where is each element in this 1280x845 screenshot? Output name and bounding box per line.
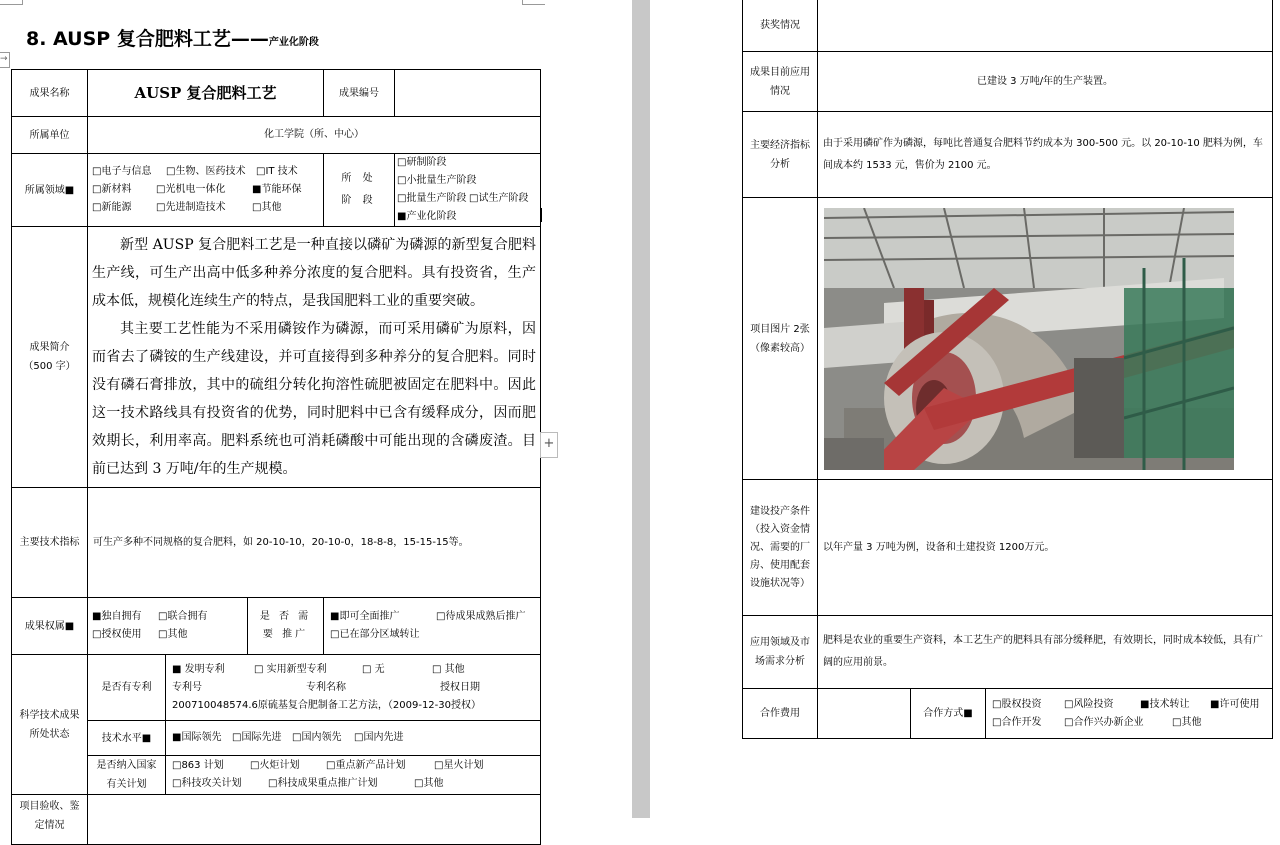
fee-label: 合作费用 (743, 689, 818, 739)
stage-option[interactable]: □批量生产阶段 (397, 193, 467, 204)
field-label: 所属领域■ (12, 154, 88, 227)
economic-value[interactable]: 由于采用磷矿作为磷源，每吨比普通复合肥料节约成本为 300-500 元。以 20-10-10 肥料为例，车间成本约 1533 元，售价为 2100 元。 (818, 112, 1273, 198)
coop-option[interactable]: ■许可使用 (1210, 698, 1260, 710)
corner-mark (522, 0, 545, 5)
patent-option[interactable]: ■ 发明专利 (172, 663, 225, 675)
left-page (0, 0, 632, 831)
margin-arrow-icon[interactable]: → (0, 52, 10, 68)
field-option[interactable]: □其他 (252, 202, 282, 213)
title-stage: 产业化阶段 (268, 37, 319, 48)
text-cursor (540, 208, 542, 222)
plan-option[interactable]: □科技攻关计划 (172, 778, 242, 789)
patent-head: 专利名称 (306, 681, 346, 693)
coop-options (986, 689, 1273, 739)
title-main: 8. AUSP 复合肥料工艺 (26, 28, 231, 50)
patent-value[interactable]: 200710048574.6原硫基复合肥制备工艺方法，（2009-12-30授权） (172, 699, 482, 711)
stage-option[interactable]: □试生产阶段 (469, 193, 529, 204)
acceptance-label: 项目验收、鉴定情况 (12, 795, 88, 845)
market-label: 应用领域及市场需求分析 (743, 616, 818, 689)
patent-option[interactable]: □ 实用新型专利 (254, 663, 327, 675)
market-value[interactable]: 肥料是农业的重要生产资料，本工艺生产的肥料具有部分缓释肥，有效期长，同时成本较低，具有广阔的应用前景。 (818, 616, 1273, 689)
patent-details (166, 655, 541, 721)
acceptance-value[interactable] (88, 795, 541, 845)
level-options (166, 721, 541, 756)
patent-option[interactable]: □ 无 (362, 663, 385, 675)
ownership-label: 成果权属■ (12, 598, 88, 655)
field-option[interactable]: □电子与信息 (92, 166, 152, 177)
photo-cell (818, 198, 1273, 480)
plan-options (166, 756, 541, 795)
economic-label: 主要经济指标分析 (743, 112, 818, 198)
field-option[interactable]: □新材料 (92, 184, 132, 195)
level-option[interactable]: □国内先进 (354, 732, 404, 743)
stage-option[interactable]: □小批量生产阶段 (397, 175, 477, 186)
coop-option[interactable]: □合作兴办新企业 (1064, 716, 1144, 728)
build-value[interactable]: 以年产量 3 万吨为例，设备和土建投资 1200万元。 (818, 480, 1273, 616)
award-value[interactable] (818, 0, 1273, 52)
coop-option[interactable]: □股权投资 (992, 698, 1042, 710)
coop-option[interactable]: □其他 (1172, 716, 1202, 728)
ownership-option[interactable]: □授权使用 (92, 629, 142, 640)
coop-label: 合作方式■ (911, 689, 986, 739)
coop-option[interactable]: ■技术转让 (1140, 698, 1190, 710)
patent-head: 授权日期 (440, 681, 480, 693)
name-value[interactable]: AUSP 复合肥料工艺 (88, 70, 324, 117)
application-label: 成果目前应用情况 (743, 52, 818, 112)
level-label: 技术水平■ (88, 721, 166, 756)
field-option[interactable]: □光机电一体化 (156, 184, 226, 195)
tech-label: 主要技术指标 (12, 488, 88, 598)
coop-option[interactable]: □合作开发 (992, 716, 1042, 728)
intro-label: 成果简介（500 字） (12, 227, 88, 488)
ownership-option[interactable]: ■独自拥有 (92, 611, 142, 622)
coop-option[interactable]: □风险投资 (1064, 698, 1114, 710)
factory-photo[interactable] (824, 208, 1234, 470)
promotion-option[interactable]: □待成果成熟后推广 (436, 611, 526, 622)
page-gap (632, 0, 650, 818)
field-option[interactable]: □生物、医药技术 (166, 166, 246, 177)
title-dash: —— (230, 28, 269, 50)
stage-option[interactable]: ■产业化阶段 (397, 211, 457, 222)
add-row-icon[interactable]: + (540, 432, 558, 458)
plan-label: 是否纳入国家有关计划 (88, 756, 166, 795)
field-option[interactable]: ■节能环保 (252, 184, 302, 195)
unit-value[interactable]: 化工学院（所、中心） (88, 117, 541, 154)
level-option[interactable]: ■国际领先 (172, 732, 222, 743)
corner-mark (0, 0, 23, 5)
field-option[interactable]: □IT 技术 (256, 166, 298, 177)
stage-label: 所 处 阶 段 (324, 154, 395, 227)
field-options (88, 154, 324, 227)
promotion-label: 是 否 需 要 推广 (248, 598, 324, 655)
ownership-option[interactable]: □其他 (158, 629, 188, 640)
promotion-option[interactable]: □已在部分区域转让 (330, 629, 420, 640)
plan-option[interactable]: □科技成果重点推广计划 (268, 778, 378, 789)
patent-label: 是否有专利 (88, 655, 166, 721)
plan-option[interactable]: □863 计划 (172, 760, 224, 771)
page-title (26, 24, 319, 51)
intro-paragraph: 新型 AUSP 复合肥料工艺是一种直接以磷矿为磷源的新型复合肥料生产线，可生产出高中低多种养分浓度的复合肥料。具有投资省，生产成本低，规模化连续生产的特点，是我国肥料工业的重要突破。 (92, 237, 537, 309)
level-option[interactable]: □国际先进 (232, 732, 282, 743)
fee-value[interactable] (818, 689, 911, 739)
promotion-option[interactable]: ■即可全面推广 (330, 611, 400, 622)
stage-option[interactable]: □研制阶段 (397, 157, 447, 168)
patent-head: 专利号 (172, 681, 202, 693)
status-label: 科学技术成果所处状态 (12, 655, 88, 795)
award-label: 获奖情况 (743, 0, 818, 52)
unit-label: 所属单位 (12, 117, 88, 154)
level-option[interactable]: □国内领先 (292, 732, 342, 743)
code-value[interactable] (395, 70, 541, 117)
build-label: 建设投产条件（投入资金情况、需要的厂房、使用配套设施状况等） (743, 480, 818, 616)
ownership-options (88, 598, 248, 655)
name-label: 成果名称 (12, 70, 88, 117)
photo-label: 项目图片 2张（像素较高） (743, 198, 818, 480)
ownership-option[interactable]: □联合拥有 (158, 611, 208, 622)
patent-option[interactable]: □ 其他 (432, 663, 465, 675)
plan-option[interactable]: □火炬计划 (250, 760, 300, 771)
intro-paragraph: 其主要工艺性能为不采用磷铵作为磷源，而可采用磷矿为原料，因而省去了磷铵的生产线建设，并可直接得到多种养分的复合肥料。同时没有磷石膏排放，其中的硫组分转化拘溶性硫肥被固定在肥料中。因此这一技术路线具有投资省的优势，同时肥料中已含有缓释成分，因而肥效期长，利用率高。肥料系统也可消耗磷酸中可能出现的含磷废渣。目前已达到 3 万吨/年的生产规模。 (92, 321, 537, 477)
application-value[interactable]: 已建设 3 万吨/年的生产装置。 (818, 52, 1273, 112)
plan-option[interactable]: □重点新产品计划 (326, 760, 406, 771)
plan-option[interactable]: □其他 (414, 778, 444, 789)
field-option[interactable]: □新能源 (92, 202, 132, 213)
plan-option[interactable]: □星火计划 (434, 760, 484, 771)
right-page (650, 0, 1280, 818)
stage-options (395, 154, 541, 227)
tech-value[interactable]: 可生产多种不同规格的复合肥料，如 20-10-10，20-10-0，18-8-8，15-15-15等。 (88, 488, 541, 598)
promotion-options (324, 598, 541, 655)
right-form-table (742, 0, 1273, 739)
left-form-table (11, 69, 541, 845)
intro-body[interactable] (88, 227, 541, 488)
code-label: 成果编号 (324, 70, 395, 117)
field-option[interactable]: □先进制造技术 (156, 202, 226, 213)
